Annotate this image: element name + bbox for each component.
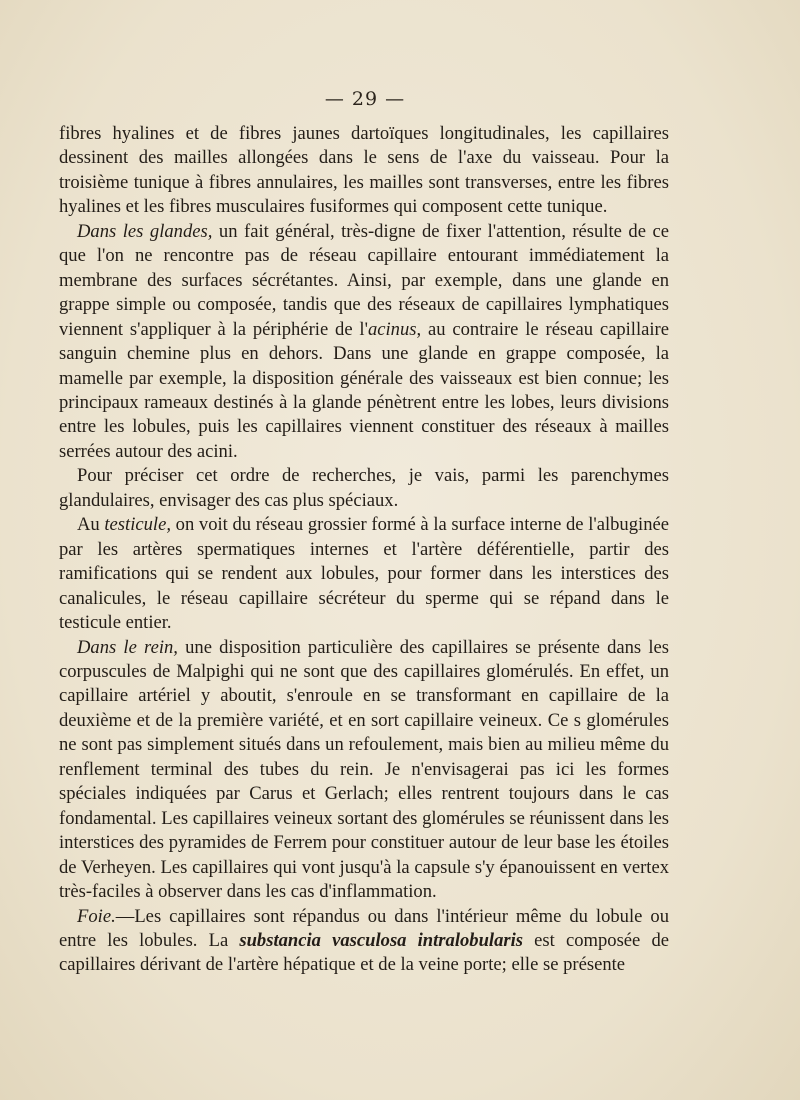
paragraph-6-term: substancia vasculosa intralobularis	[239, 929, 524, 951]
paragraph-4-text: on voit du réseau grossier formé à la surface interne de l'albuginée par les artères spermatiques internes et l'artère déférentielle, partir des ramifications qui se rendent aux lobules, pour former dans les interstices des canalicules, le réseau capillaire sécréteur du sperme qui se répand dans le testicule entier.	[59, 514, 669, 634]
paragraph-1	[59, 122, 669, 220]
paragraph-2	[59, 220, 669, 465]
paragraph-6	[59, 905, 669, 978]
paragraph-5-lead: Dans le rein,	[77, 636, 178, 658]
paragraph-3	[59, 464, 669, 513]
paragraph-1-text: fibres hyalines et de fibres jaunes dartoïques longitudinales, les capillaires dessinent des mailles allongées dans le sens de l'axe du vaisseau. Pour la troisième tunique à fibres annulaires, les mailles sont transverses, entre les fibres hyalines et les fibres musculaires fusiformes qui composent cette tunique.	[59, 123, 669, 218]
paragraph-4	[59, 513, 669, 635]
paragraph-4-lead-prefix: Au	[77, 514, 105, 536]
paragraph-2-term: acinus	[367, 318, 417, 340]
paragraph-2-lead: Dans les glandes,	[77, 220, 213, 242]
paragraph-2-text-b: , au contraire le réseau capillaire sanguin chemine plus en dehors. Dans une glande en grappe composée, la mamelle par exemple, la disposition générale des vaisseaux est bien connue; les principaux rameaux destinés à la glande pénètrent entre les lobes, leurs divisions entre les lobules, puis les capillaires viennent constituer des réseaux à mailles serrées autour des acini.	[59, 318, 669, 462]
paragraph-2-text-a: un fait général, très-digne de fixer l'attention, résulte de ce que l'on ne rencontre pas de réseau capillaire entourant immédiatement la membrane des surfaces sécrétantes. Ainsi, par exemple, dans une glande en grappe simple ou composée, tandis que des réseaux de capillaires lymphatiques viennent s'appliquer à la périphérie de l'	[59, 220, 669, 340]
paragraph-6-text-a: —Les capillaires sont répandus ou dans l'intérieur même du lobule ou entre les lobules. La	[59, 905, 669, 951]
paragraph-4-lead: testicule,	[104, 514, 171, 536]
paragraph-5-text: une disposition particulière des capillaires se présente dans les corpuscules de Malpighi qui ne sont que des capillaires glomérulés. En effet, un capillaire artériel y aboutit, s'enroule en se transformant en capillaire de la deuxième et de la première variété, et en sort capillaire veineux. Ce s glomérules ne sont pas simplement situés dans un refoulement, mais bien au milieu même du renflement terminal des tubes du rein. Je n'envisagerai pas ici les formes spéciales indiquées par Carus et Gerlach; elles rentrent toujours dans le cas fondamental. Les capillaires veineux sortant des glomérules se réunissent dans les interstices des pyramides de Ferrem pour constituer autour de leur base les étoiles de Verheyen. Les capillaires qui vont jusqu'à la capsule s'y épanouissent en vertex très-faciles à observer dans les cas d'inflammation.	[59, 636, 669, 903]
body-text	[59, 122, 669, 978]
paragraph-3-text: Pour préciser cet ordre de recherches, je vais, parmi les parenchymes glandulaires, envisager des cas plus spéciaux.	[59, 465, 669, 511]
page-number: — 29 —	[324, 88, 406, 110]
paragraph-5	[59, 636, 669, 905]
paragraph-6-text-b: est composée de capillaires dérivant de l'artère hépatique et de la veine porte; elle se présente	[59, 929, 669, 976]
paragraph-6-lead: Foie.	[77, 905, 116, 927]
